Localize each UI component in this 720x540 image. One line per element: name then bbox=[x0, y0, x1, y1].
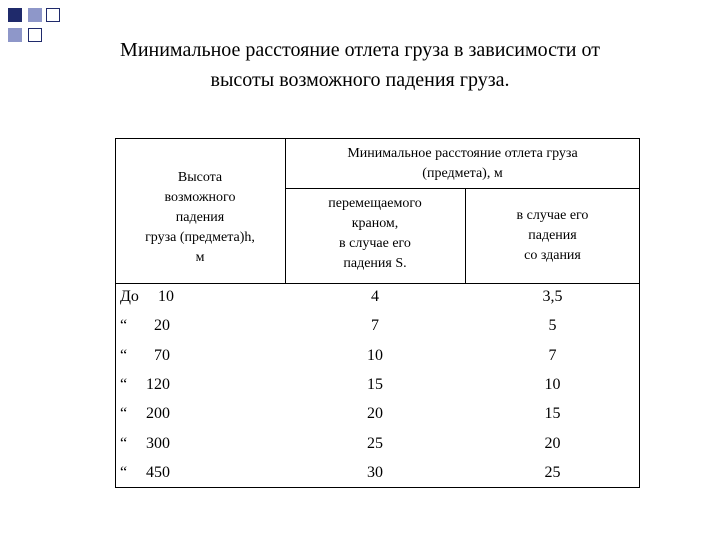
decor-square bbox=[8, 28, 22, 42]
row-prefix: “ bbox=[120, 405, 128, 423]
row-height: 450 bbox=[146, 463, 170, 481]
title-line: высоты возможного падения груза. bbox=[210, 69, 510, 91]
row-prefix: “ bbox=[120, 346, 128, 364]
header-building bbox=[465, 206, 640, 266]
decor-square bbox=[28, 8, 42, 22]
row-prefix: До bbox=[120, 288, 139, 305]
row-prefix: “ bbox=[120, 463, 128, 481]
row-height: 200 bbox=[146, 405, 170, 423]
header-line: падения bbox=[528, 228, 577, 243]
row-height: 10 bbox=[158, 288, 174, 305]
row-crane: 10 bbox=[367, 346, 383, 364]
row-height: 300 bbox=[146, 434, 170, 452]
header-line: в случае его bbox=[339, 236, 411, 251]
row-height: 20 bbox=[154, 317, 170, 335]
header-line: груза (предмета)h, bbox=[145, 230, 255, 245]
row-crane: 25 bbox=[367, 434, 383, 452]
row-building: 10 bbox=[544, 375, 561, 393]
decor-square bbox=[8, 8, 22, 22]
header-line: перемещаемого bbox=[328, 196, 422, 211]
row-building: 25 bbox=[544, 463, 561, 481]
row-building: 3,5 bbox=[542, 288, 563, 305]
row-crane: 7 bbox=[371, 317, 379, 335]
header-line: (предмета), м bbox=[422, 166, 503, 181]
row-prefix: “ bbox=[120, 434, 128, 452]
row-crane: 4 bbox=[371, 288, 379, 305]
header-height bbox=[115, 168, 285, 268]
header-distance bbox=[285, 144, 640, 184]
row-height: 70 bbox=[154, 346, 170, 364]
header-line: м bbox=[195, 250, 205, 265]
row-building: 7 bbox=[548, 346, 557, 364]
decor-square bbox=[46, 8, 60, 22]
header-line: краном, bbox=[351, 216, 399, 231]
row-building: 20 bbox=[544, 434, 561, 452]
row-prefix: “ bbox=[120, 375, 128, 393]
table-divider bbox=[285, 188, 640, 189]
header-line: Минимальное расстояние отлета груза bbox=[347, 146, 578, 161]
header-line: со здания bbox=[524, 248, 581, 263]
header-line: возможного bbox=[164, 190, 236, 205]
row-crane: 30 bbox=[367, 463, 383, 481]
header-line: Высота bbox=[177, 170, 223, 185]
header-line: в случае его bbox=[516, 208, 589, 223]
row-building: 5 bbox=[548, 317, 557, 335]
title-line: Минимальное расстояние отлета груза в зависимости от bbox=[120, 39, 600, 61]
row-building: 15 bbox=[544, 405, 561, 423]
header-line: падения S. bbox=[343, 256, 407, 271]
header-crane bbox=[285, 194, 465, 274]
row-height: 120 bbox=[146, 375, 170, 393]
row-prefix: “ bbox=[120, 317, 128, 335]
table-divider bbox=[115, 283, 640, 284]
row-crane: 20 bbox=[367, 405, 383, 423]
row-crane: 15 bbox=[367, 375, 383, 393]
page-title bbox=[40, 35, 680, 95]
header-line: падения bbox=[175, 210, 225, 225]
